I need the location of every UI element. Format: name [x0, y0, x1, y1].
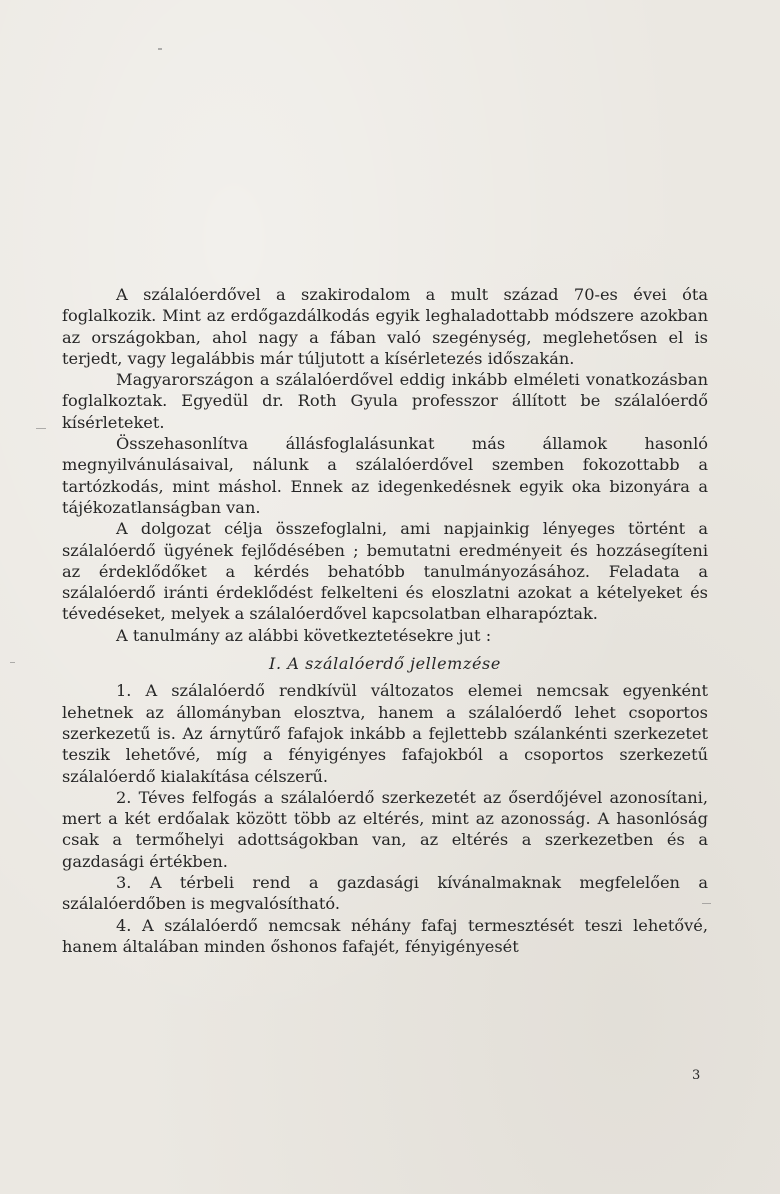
paragraph-aim: A dolgozat célja összefoglalni, ami napjainkig lényeges történt a szálalóerdő ügyének fejlődésében ; bemutatni eredményeit és hozzásegíteni az érdeklődőket a kérdés behatóbb tanulmányozásához. Feladata a szálalóerdő iránti érdeklődést felkelteni és eloszlatni azokat a kételyeket és tévedéseket, melyek a szálalóerdővel kapcsolatban elharapóztak. [62, 519, 708, 624]
numbered-paragraph-1: 1. A szálalóerdő rendkívül változatos elemei nemcsak egyenként lehetnek az állományban elosztva, hanem a szálalóerdő lehet csoportos szerkezetű is. Az árnytűrő fafajok inkább a fejlettebb szálankénti szerkezetet teszik lehetővé, míg a fényigényes fafajokból a csoportos szerkezetű szálalóerdő kialakítása célszerű. [62, 681, 708, 786]
section-title: I. A szálalóerdő jellemzése [269, 654, 501, 674]
page-number: 3 [692, 1068, 701, 1083]
print-speck [36, 428, 46, 429]
numbered-paragraph-4: 4. A szálalóerdő nemcsak néhány fafaj termesztését teszi lehetővé, hanem általában minden őshonos fafajét, fényigényesét [62, 915, 708, 956]
numbered-paragraph-3: 3. A térbeli rend a gazdasági kívánalmaknak megfelelően a szálalóerdőben is megvalósítható. [62, 873, 708, 914]
paragraph-comparison: Összehasonlítva állásfoglalásunkat más államok hasonló megnyilvánulásaival, nálunk a szálalóerdővel szemben fokozottabb a tartózkodás, mint máshol. Ennek az idegenkedésnek egyik oka bizonyára a tájékozatlanságban van. [62, 434, 708, 517]
paragraph-intro: A szálalóerdővel a szakirodalom a mult század 70-es évei óta foglalkozik. Mint az erdőgazdálkodás egyik leghaladottabb módszere azokban az országokban, ahol nagy a fában való szegénység, meglehetősen el is terjedt, vagy legalábbis már túljutott a kísérletezés időszakán. [62, 285, 708, 368]
print-speck [10, 662, 15, 663]
numbered-paragraph-2: 2. Téves felfogás a szálalóerdő szerkezetét az őserdőjével azonosítani, mert a két erdőalak között több az eltérés, mint az azonosság. A hasonlóság csak a termőhelyi adottságokban van, az eltérés a szerkezetben és a gazdasági értékben. [62, 787, 708, 871]
paragraph-hungary: Magyarországon a szálalóerdővel eddig inkább elméleti vonatkozásban foglalkoztak. Egyedül dr. Roth Gyula professzor állított be szálalóerdő kísérleteket. [62, 370, 708, 432]
print-speck [158, 48, 162, 50]
body-text [62, 284, 708, 957]
paragraph-conclusions-lead: A tanulmány az alábbi következtetésekre jut : [116, 625, 492, 645]
